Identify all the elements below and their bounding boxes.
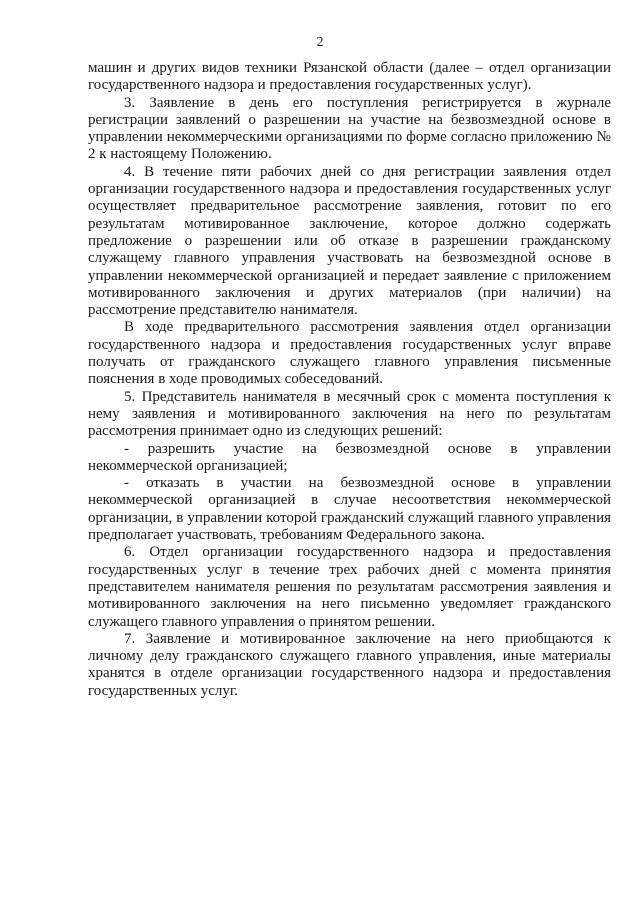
paragraph-item-3: 3. Заявление в день его поступления регистрируется в журнале регистрации заявлений о разрешении на участие на безвозмездной основе в управлении некоммерческими организациями по форме согласно приложению № 2 к настоящему Положению.	[88, 94, 611, 163]
page-number: 2	[316, 35, 324, 50]
paragraph-item-4: 4. В течение пяти рабочих дней со дня регистрации заявления отдел организации государственного надзора и предоставления государственных услуг осуществляет предварительное рассмотрение заявления, готовит по его результатам мотивированное заключение, которое должно содержать предложение о разрешении или об отказе в разрешении гражданскому служащему главного управления участвовать на безвозмездной основе в управлении некоммерческой организацией и передает заявление с приложением мотивированного заключения и других материалов (при наличии) на рассмотрение представителю нанимателя.	[88, 163, 611, 319]
decision-option-allow: - разрешить участие на безвозмездной основе в управлении некоммерческой организацией;	[88, 440, 611, 474]
paragraph-item-6: 6. Отдел организации государственного надзора и предоставления государственных услуг в течение трех рабочих дней с момента принятия представителем нанимателя решения по результатам рассмотрения заявления и мотивированного заключения на него письменно уведомляет гражданского служащего главного управления о принятом решении.	[88, 544, 611, 630]
paragraph-continuation: машин и других видов техники Рязанской области (далее – отдел организации государственного надзора и предоставления государственных услуг).	[88, 60, 611, 94]
paragraph-item-5: 5. Представитель нанимателя в месячный срок с момента поступления к нему заявления и мотивированного заключения на него по результатам рассмотрения принимает одно из следующих решений:	[88, 388, 611, 440]
paragraph-item-7: 7. Заявление и мотивированное заключение на него приобщаются к личному делу гражданского служащего главного управления, иные материалы хранятся в отделе организации государственного надзора и предоставления государственных услуг.	[88, 630, 611, 699]
document-body	[88, 60, 611, 700]
decision-option-refuse: - отказать в участии на безвозмездной основе в управлении некоммерческой организацией в случае несоответствия некоммерческой организации, в управлении которой гражданский служащий главного управления предполагает участвовать, требованиям Федерального закона.	[88, 475, 611, 544]
paragraph-preliminary-review: В ходе предварительного рассмотрения заявления отдел организации государственного надзора и предоставления государственных услуг вправе получать от гражданского служащего главного управления письменные пояснения в ходе проводимых собеседований.	[88, 319, 611, 388]
